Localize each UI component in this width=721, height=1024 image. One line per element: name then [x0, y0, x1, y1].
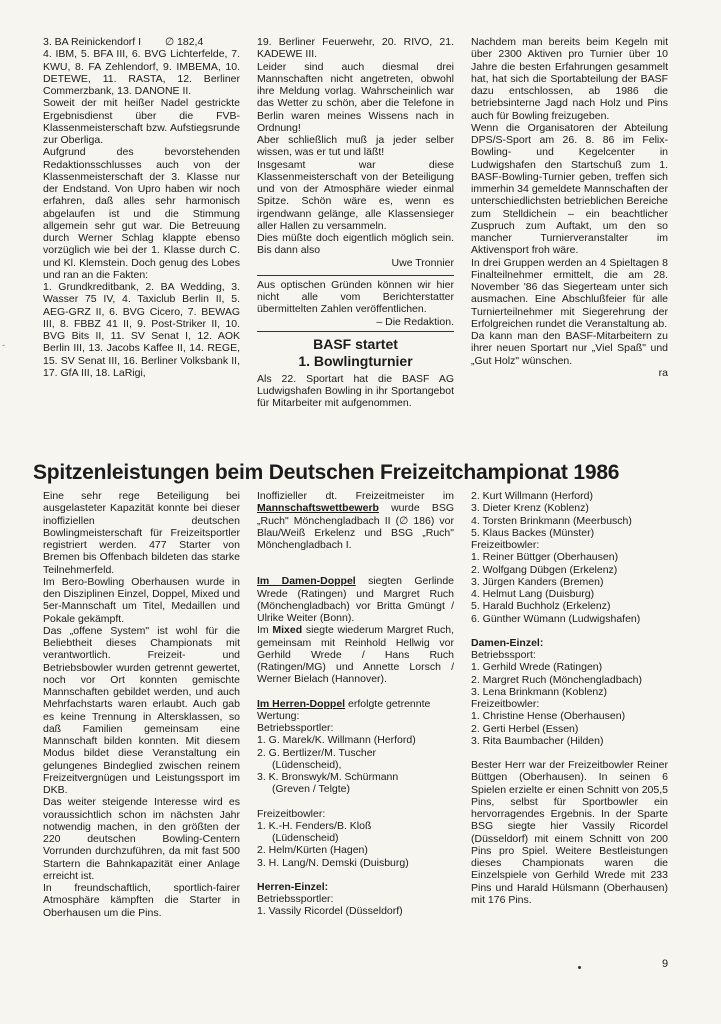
list-item: 2. Kurt Willmann (Herford) — [471, 490, 593, 502]
margin-tick: - — [2, 340, 5, 350]
lower-column-1 — [43, 490, 240, 919]
list-item: 2. Wolfgang Dübgen (Erkelenz) — [471, 563, 618, 576]
list-item: 5. Harald Buchholz (Erkelenz) — [471, 600, 611, 613]
herren-doppel-label: Im Herren-Doppel — [257, 697, 346, 710]
upper-column-1 — [43, 36, 240, 379]
herren-einzel-label — [257, 881, 454, 893]
list-item: 1. G. Marek/K. Willmann (Herford) — [257, 734, 416, 747]
decorative-dot — [578, 966, 581, 969]
author-signature: Uwe Tronnier — [391, 256, 454, 269]
list-item: 3. H. Lang/N. Demski (Duisburg) — [257, 856, 409, 869]
basf-headline-line-1: BASF startet — [313, 335, 398, 352]
article-headline: Spitzenleistungen beim Deutschen Freizeitchampionat 1986 — [33, 461, 620, 484]
mixed-label: Mixed — [272, 624, 303, 637]
mixed-result — [257, 624, 454, 685]
editorial-note-text: Aus optischen Gründen können wir hier nicht alle vom Berichterstatter übermittelten Zahlen veröffentlichen. — [257, 278, 454, 316]
paragraph: In freundschaftlich, sportlich-fairer Atmosphäre kämpften die Starter in Oberhausen um die Pins. — [43, 882, 240, 919]
list-item: 1. Vassily Ricordel (Düsseldorf) — [257, 905, 403, 918]
freizeit-label: Freizeitbowler: — [257, 807, 326, 820]
freizeit-label: Freizeitbowler: — [471, 698, 540, 710]
list-item: 3. Rita Baumbacher (Hilden) — [471, 734, 604, 747]
paragraph: Leider sind auch diesmal drei Mannschaften nicht angetreten, obwohl ihre Meldung vorlag. Wahrscheinlich war das Wetter zu schön, aber die Telefone in Berlin waren meines Wissens nach in Ordnung! — [257, 60, 454, 134]
team-result-text: wurde BSG „Ruch" Mönchengladbach II (∅ 186) vor Blau/Weiß Erkelenz und BSG „Ruch" Mönchengladbach I. — [257, 502, 454, 551]
list-item: 3. K. Bronswyk/M. Schürmann — [257, 771, 399, 783]
damen-doppel-result — [257, 575, 454, 624]
result-list: 4. IBM, 5. BFA III, 6. BVG Lichterfelde, 7. KWU, 8. FA Zehlendorf, 9. IMBEMA, 10. DETEWE, 11. RASTA, 12. Berliner Commerzbank, 13. DANONE II. — [43, 48, 240, 97]
closing-paragraph: Bester Herr war der Freizeitbowler Reiner Büttgen (Oberhausen). In seinen 6 Spielen erzielte er einen Schnitt von 205,5 Pins, selbst für Sportbowler ein hervorragendes Ergebnis. In der Sparte BSG siegte hier Vassily Ricordel (Düsseldorf) mit einem Schnitt von 200 Pins pro Spiel. Weitere Bestleistungen dieses Championats waren die Einzelspiele von Gerhild Wrede mit 233 Pins und Harald Hülsmann (Oberhausen) mit 176 Pins. — [471, 759, 668, 906]
paragraph: Im Bero-Bowling Oberhausen wurde in den Disziplinen Einzel, Doppel, Mixed und 5er-Mannschaft um Titel, Medaillen und Pokale gekämpft. — [43, 575, 240, 625]
paragraph: Soweit der mit heißer Nadel gestrickte Ergebnisdienst über die FVB-Klassenmeisterschaft bzw. Aufstiegsrunde zur Oberliga. — [43, 97, 240, 146]
basf-intro: Als 22. Sportart hat die BASF AG Ludwigshafen Bowling in ihr Sportangebot für Mitarbeiter mit aufgenommen. — [257, 372, 454, 410]
paragraph: Wenn die Organisatoren der Abteilung DPS/S-Sport am 26. 8. 86 im Felix-Bowling- und Kegelcenter in Ludwigshafen den Startschuß zum 1. BASF-Bowling-Turnier geben, treffen sich immerhin 34 gemeldete Mannschaften der unterschiedlichsten betrieblichen Bereiche zum Stelldichein – ein beachtlicher Zuspruch zum Auftakt, um den so mancher Turnierveranstalter im Aktivensport froh wäre. — [471, 121, 668, 257]
damen-doppel-text: siegten Gerlinde Wrede (Ratingen) und Margret Ruch (Mönchengladbach) vor Britta Gmüngt / Ulrike Weiter (Bonn). — [257, 575, 455, 624]
editorial-note — [257, 275, 454, 332]
betrieb-label: Betriebssport: — [471, 649, 536, 661]
team-competition-label: Mannschaftswettbewerb — [257, 502, 379, 515]
paragraph: Das „offene System" ist wohl für die Beliebtheit dieses Championats mit verantwortlich. Freizeit- und Betriebsbowler wurden getrennt gewertet, noch vor Ort konnten gemischte Mannschaften gebildet werden, und auch Mehrfachstarts waren erlaubt. Auch gab es keine Trennung in Altersklassen, so daß Familien gemeinsam eine Mannschaft bilden konnten. Mit diesem Modus bildet diese Veranstaltung ein gelungenes Bindeglied zwischen reinem Freizeitvergnügen und Leistungssport im DKB. — [43, 624, 240, 796]
list-item: 2. Margret Ruch (Mönchengladbach) — [471, 673, 643, 686]
result-line: 3. BA Reinickendorf I ∅ 182,4 — [43, 36, 204, 48]
list-item: 4. Helmut Lang (Duisburg) — [471, 588, 595, 600]
betrieb-label: Betriebssportler: — [257, 722, 334, 734]
list-item: 2. Helm/Kürten (Hagen) — [257, 844, 368, 857]
paragraph: 19. Berliner Feuerwehr, 20. RIVO, 21. KADEWE III. — [257, 36, 454, 61]
list-item: 1. Gerhild Wrede (Ratingen) — [471, 661, 603, 674]
list-item: 3. Jürgen Kanders (Bremen) — [471, 575, 604, 588]
damen-einzel-heading: Damen-Einzel: — [471, 636, 544, 649]
list-item: 1. K.-H. Fenders/B. Kloß — [257, 819, 372, 832]
basf-headline — [257, 336, 454, 370]
list-item: 3. Dieter Krenz (Koblenz) — [471, 502, 589, 515]
editorial-note-signature: – Die Redaktion. — [376, 315, 454, 328]
damen-einzel-label — [471, 637, 668, 649]
paragraph: Aber schließlich muß ja jeder selber wissen, was er tut und läßt! — [257, 134, 454, 159]
paragraph: Aufgrund des bevorstehenden Redaktionsschlusses auch von der Klassenmeisterschaft der 3. Klasse nur der Endstand. Von Upro haben wir noch erfahren, daß alles sehr harmonisch abgelaufen ist und die Stimmung allgemein sehr gut war. Die Betreuung durch Werner Schlag klappte ebenso vorzüglich wie bei der 1. Klasse durch C. und Kl. Klemstein. Doch genug des Lobes und ran an die Fakten: — [43, 146, 240, 281]
upper-column-3 — [471, 36, 668, 379]
paragraph: Da kann man den BASF-Mitarbeitern zu ihrer neuen Sportart nur „Viel Spaß" und „Gut Holz" wünschen. — [471, 330, 668, 367]
list-item: 5. Klaus Backes (Münster) — [471, 526, 595, 539]
list-item: 1. Christine Hense (Oberhausen) — [471, 710, 626, 723]
paragraph: Nachdem man bereits beim Kegeln mit über 2300 Aktiven pro Turnier über 10 Jahre die besten Erfahrungen gesammelt hat, hat sich die Sportabteilung der BASF dazu entschlossen, ab 1986 die betriebsinterne Jagd nach Holz und Pins auch für Bowling freizugeben. — [471, 36, 668, 122]
mixed-text: siegte wiederum Margret Ruch, gemeinsam mit Reinhold Hellwig vor Gerhild Wrede / Hans Ruch (Ratingen/MG) und Annette Lorsch / Werner Bielach (Hannover). — [257, 624, 454, 686]
author-signature: ra — [658, 366, 668, 379]
team-result-intro: Inoffizieller dt. Freizeitmeister im — [257, 490, 454, 502]
page-number: 9 — [662, 958, 669, 970]
paragraph: Eine sehr rege Beteiligung bei ausgelasteter Kapazität konnte bei dieser inoffiziellen deutschen Bowlingmeisterschaft für Freizeitsportler registriert werden. 477 Starter von Bremen bis Offenbach bildeten das starke Teilnehmerfeld. — [43, 490, 240, 576]
herren-einzel-heading: Herren-Einzel: — [257, 880, 329, 893]
paragraph: Das weiter steigende Interesse wird es voraussichtlich schon im nächsten Jahr notwendig machen, in den größten der 220 deutschen Bowling-Centern Vorrunden durchzuführen, da mit fast 500 Startern die Bahnkapazität einer Anlage erreicht ist. — [43, 796, 240, 882]
freizeit-label: Freizeitbowler: — [471, 539, 540, 551]
list-item: 3. Lena Brinkmann (Koblenz) — [471, 685, 607, 698]
list-item: 2. Gerti Herbel (Essen) — [471, 722, 579, 735]
paragraph: Dies müßte doch eigentlich möglich sein. Bis dann also — [257, 232, 454, 257]
list-item: (Greven / Telgte) — [272, 783, 351, 796]
herren-doppel-result — [257, 698, 454, 723]
team-result — [257, 490, 454, 551]
paragraph: Insgesamt war diese Klassenmeisterschaft von der Beteiligung und von der Atmosphäre wieder einmal Spitze. Schön wäre es, wenn es irgendwann gelänge, alle Klassensieger aller Hallen zu versammeln. — [257, 158, 454, 232]
mixed-intro: Im — [257, 624, 269, 637]
list-item: (Lüdenscheid) — [272, 832, 339, 844]
result-list: 1. Grundkreditbank, 2. BA Wedding, 3. Wasser 75 IV, 4. Taxiclub Berlin II, 5. AEG-GRZ II, 6. BVG Cicero, 7. BEWAG III, 8. FBBZ 41 II, 9. Post-Striker II, 10. BVG Bits II, 11. SV Senat I, 12. AOK Berlin III, 13. Jacobs Kaffee II, 14. REGE, 15. SV Senat III, 16. Berliner Volksbank II, 17. GfA III, 18. LaRigi, — [43, 281, 240, 379]
list-item: 1. Reiner Büttger (Oberhausen) — [471, 551, 619, 564]
lower-column-3 — [471, 490, 668, 906]
betrieb-label: Betriebssportler: — [257, 893, 334, 905]
list-item: 4. Torsten Brinkmann (Meerbusch) — [471, 514, 632, 527]
lower-column-2 — [257, 490, 454, 918]
basf-headline-line-2: 1. Bowlingturnier — [298, 352, 413, 369]
list-item: (Lüdenscheid), — [272, 758, 342, 771]
herren-doppel-text: erfolgte getrennte Wertung: — [257, 697, 431, 722]
damen-doppel-label: Im Damen-Doppel — [257, 575, 356, 588]
upper-column-2 — [257, 36, 454, 410]
list-item: 2. G. Bertlizer/M. Tuscher — [257, 746, 377, 759]
paragraph: In drei Gruppen werden an 4 Spieltagen 8 Finalteilnehmer ermittelt, die am 28. November '86 das Siegerteam unter sich ausmachen. Eine Abschlußfeier für alle Turnierteilnehmer mit Siegerehrung der Erfolgreichen rundet die Veranstaltung ab. — [471, 256, 668, 330]
list-item: 6. Günther Wümann (Ludwigshafen) — [471, 612, 641, 625]
